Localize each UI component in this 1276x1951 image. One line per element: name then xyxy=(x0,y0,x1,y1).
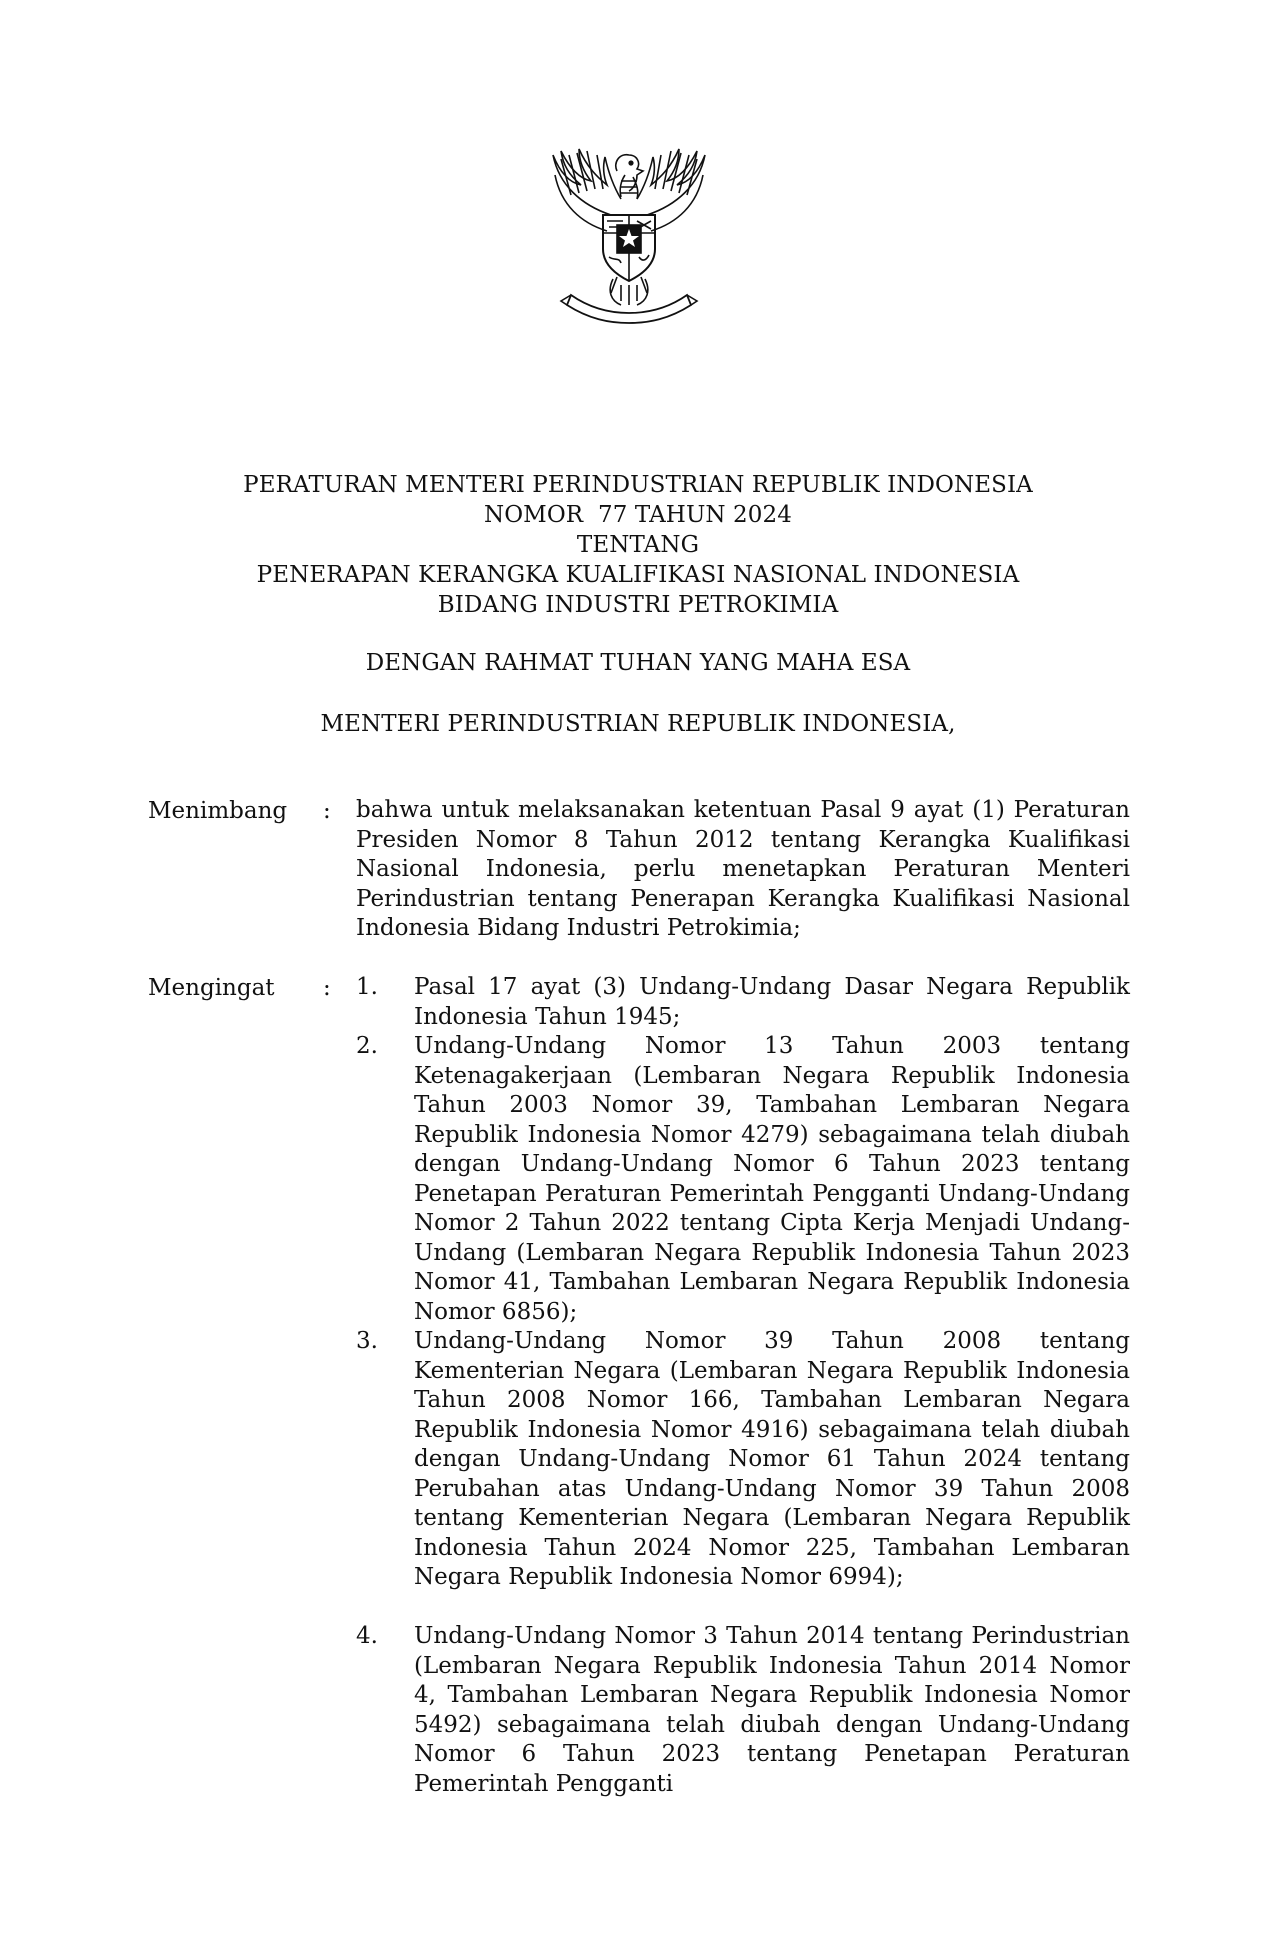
mengingat-colon: : xyxy=(323,975,331,1001)
list-item-number: 2. xyxy=(356,1033,378,1059)
menimbang-text: bahwa untuk melaksanakan ketentuan Pasal 9 ayat (1) Peraturan Presiden Nomor 8 Tahun 2012 tentang Kerangka Kualifikasi Nasional Indonesia, perlu menetapkan Peraturan Menteri Perindustrian tentang Penerapan Kerangka Kualifikasi Nasional Indonesia Bidang Industri Petrokimia; xyxy=(356,797,1130,941)
list-item-number: 4. xyxy=(356,1623,378,1649)
menimbang-label: Menimbang xyxy=(148,798,288,824)
list-item-number: 1. xyxy=(356,974,378,1000)
title-line: BIDANG INDUSTRI PETROKIMIA xyxy=(437,592,839,618)
regulation-title xyxy=(100,470,1176,620)
regulation-number: NOMOR 77 TAHUN 2024 xyxy=(483,502,792,528)
list-item-number: 3. xyxy=(356,1328,378,1354)
invocation: DENGAN RAHMAT TUHAN YANG MAHA ESA xyxy=(365,650,911,676)
title-line: PENERAPAN KERANGKA KUALIFIKASI NASIONAL INDONESIA xyxy=(256,562,1020,588)
list-item-text: Undang-Undang Nomor 13 Tahun 2003 tentang Ketenagakerjaan (Lembaran Negara Republik Indonesia Tahun 2003 Nomor 39, Tambahan Lembaran Negara Republik Indonesia Nomor 4279) sebagaimana telah diubah dengan Undang-Undang Nomor 6 Tahun 2023 tentang Penetapan Peraturan Pemerintah Pengganti Undang-Undang Nomor 2 Tahun 2022 tentang Cipta Kerja Menjadi Undang-Undang (Lembaran Negara Republik Indonesia Tahun 2023 Nomor 41, Tambahan Lembaran Negara Republik Indonesia Nomor 6856); xyxy=(414,1033,1130,1325)
menimbang-colon: : xyxy=(323,798,331,824)
garuda-pancasila-emblem-icon xyxy=(541,145,717,329)
minister-heading: MENTERI PERINDUSTRIAN REPUBLIK INDONESIA, xyxy=(320,711,956,737)
title-line: TENTANG xyxy=(576,532,700,558)
list-item-text: Undang-Undang Nomor 3 Tahun 2014 tentang Perindustrian (Lembaran Negara Republik Indonesia Tahun 2014 Nomor 4, Tambahan Lembaran Negara Republik Indonesia Nomor 5492) sebagaimana telah diubah dengan Undang-Undang Nomor 6 Tahun 2023 tentang Penetapan Peraturan Pemerintah Pengganti xyxy=(414,1623,1130,1797)
list-item-text: Undang-Undang Nomor 39 Tahun 2008 tentang Kementerian Negara (Lembaran Negara Republik Indonesia Tahun 2008 Nomor 166, Tambahan Lembaran Negara Republik Indonesia Nomor 4916) sebagaimana telah diubah dengan Undang-Undang Nomor 61 Tahun 2024 tentang Perubahan atas Undang-Undang Nomor 39 Tahun 2008 tentang Kementerian Negara (Lembaran Negara Republik Indonesia Tahun 2024 Nomor 225, Tambahan Lembaran Negara Republik Indonesia Nomor 6994); xyxy=(414,1328,1130,1590)
list-item-text: Pasal 17 ayat (3) Undang-Undang Dasar Negara Republik Indonesia Tahun 1945; xyxy=(414,974,1130,1030)
mengingat-label: Mengingat xyxy=(148,975,275,1001)
title-line: PERATURAN MENTERI PERINDUSTRIAN REPUBLIK INDONESIA xyxy=(243,472,1033,498)
